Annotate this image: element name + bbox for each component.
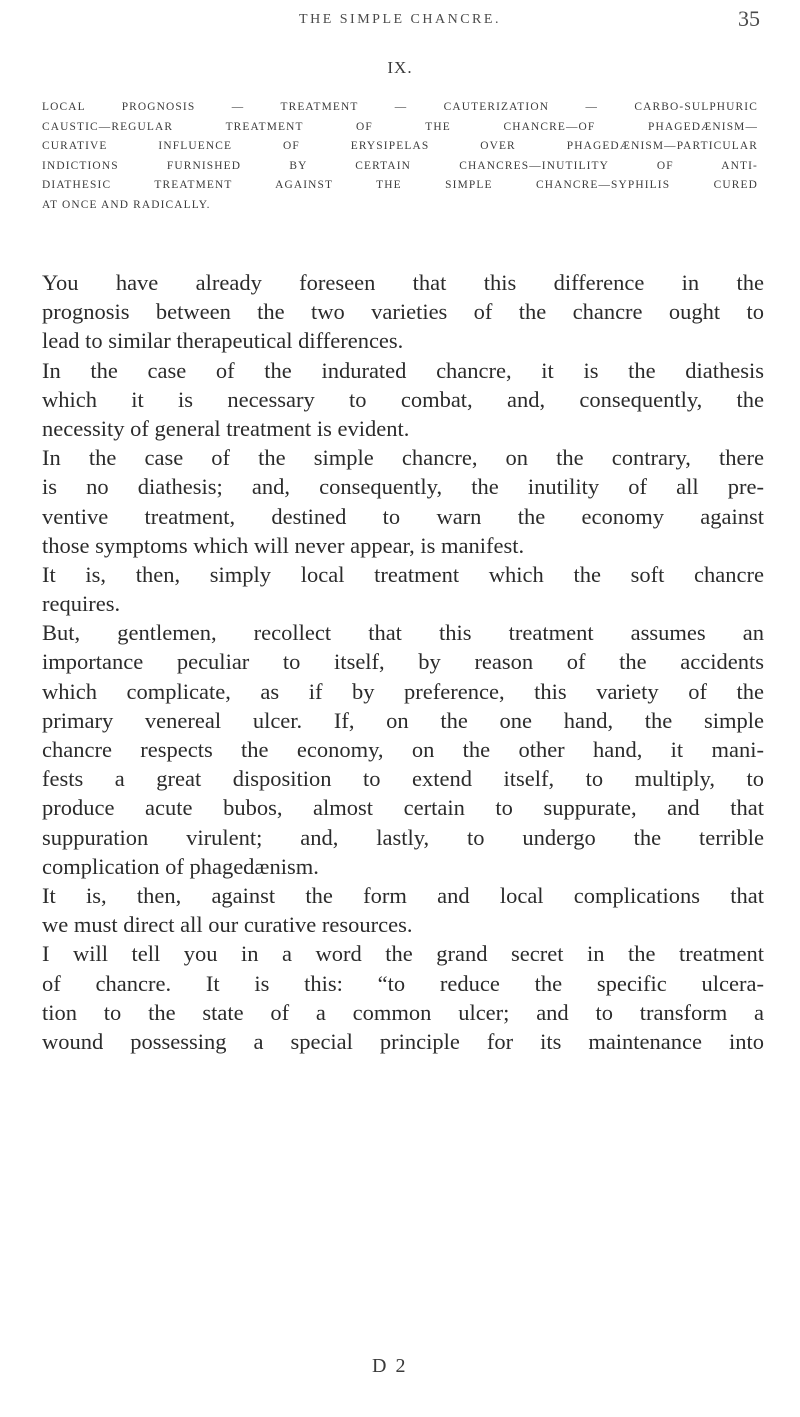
body-line: It is, then, against the form and local complications that bbox=[42, 882, 764, 908]
body-line: is no diathesis; and, consequently, the inutility of all pre- bbox=[42, 474, 764, 500]
chapter-numeral: IX. bbox=[387, 58, 413, 77]
body-line: complication of phagedænism. bbox=[42, 853, 319, 879]
body-line: we must direct all our curative resources. bbox=[42, 912, 413, 938]
summary-line: INDICTIONS FURNISHED BY CERTAIN CHANCRES—INUTILITY OF ANTI- bbox=[42, 159, 758, 172]
body-line: those symptoms which will never appear, is manifest. bbox=[42, 532, 525, 558]
running-head bbox=[0, 6, 800, 32]
summary-line: CURATIVE INFLUENCE OF ERYSIPELAS OVER PHAGEDÆNISM—PARTICULAR bbox=[42, 140, 758, 152]
body-line: In the case of the indurated chancre, it is the diathesis bbox=[42, 357, 764, 383]
body-line: produce acute bubos, almost certain to suppurate, and that bbox=[42, 795, 764, 821]
body-line: It is, then, simply local treatment which the soft chancre bbox=[42, 561, 764, 587]
body-line: tion to the state of a common ulcer; and to transform a bbox=[42, 999, 764, 1025]
summary-line: AT ONCE AND RADICALLY. bbox=[42, 198, 211, 211]
body-line: ventive treatment, destined to warn the economy against bbox=[42, 503, 764, 529]
body-line: which complicate, as if by preference, this variety of the bbox=[42, 678, 764, 704]
summary-line: DIATHESIC TREATMENT AGAINST THE SIMPLE CHANCRE—SYPHILIS CURED bbox=[42, 179, 758, 191]
body-line: importance peculiar to itself, by reason of the accidents bbox=[42, 649, 764, 675]
body-line: which it is necessary to combat, and, consequently, the bbox=[42, 386, 764, 412]
body-line: requires. bbox=[42, 591, 121, 617]
body-line: chancre respects the economy, on the other hand, it mani- bbox=[42, 737, 764, 762]
body-line: of chancre. It is this: “to reduce the specific ulcera- bbox=[42, 970, 764, 996]
body-line: lead to similar therapeutical differences. bbox=[42, 328, 404, 354]
body-line: You have already foreseen that this difference in the bbox=[42, 270, 764, 295]
summary-line: CAUSTIC—REGULAR TREATMENT OF THE CHANCRE—OF PHAGEDÆNISM— bbox=[42, 120, 758, 133]
body-line: suppuration virulent; and, lastly, to undergo the terrible bbox=[42, 824, 764, 850]
signature-mark: D 2 bbox=[372, 1355, 408, 1377]
running-title: THE SIMPLE CHANCRE. bbox=[299, 12, 501, 27]
chapter-summary bbox=[42, 98, 758, 215]
body-line: primary venereal ulcer. If, on the one hand, the simple bbox=[42, 707, 764, 733]
body-line: prognosis between the two varieties of the chancre ought to bbox=[42, 299, 764, 325]
body-line: I will tell you in a word the grand secret in the treatment bbox=[42, 941, 764, 967]
page-number: 35 bbox=[738, 6, 760, 31]
summary-line: LOCAL PROGNOSIS — TREATMENT — CAUTERIZATION — CARBO-SULPHURIC bbox=[42, 101, 758, 113]
body-text bbox=[42, 268, 764, 1056]
body-line: But, gentlemen, recollect that this treatment assumes an bbox=[42, 620, 764, 646]
body-line: fests a great disposition to extend itself, to multiply, to bbox=[42, 766, 764, 792]
body-line: wound possessing a special principle for its maintenance into bbox=[42, 1028, 764, 1054]
body-line: necessity of general treatment is evident. bbox=[42, 415, 410, 441]
body-line: In the case of the simple chancre, on the contrary, there bbox=[42, 445, 764, 471]
